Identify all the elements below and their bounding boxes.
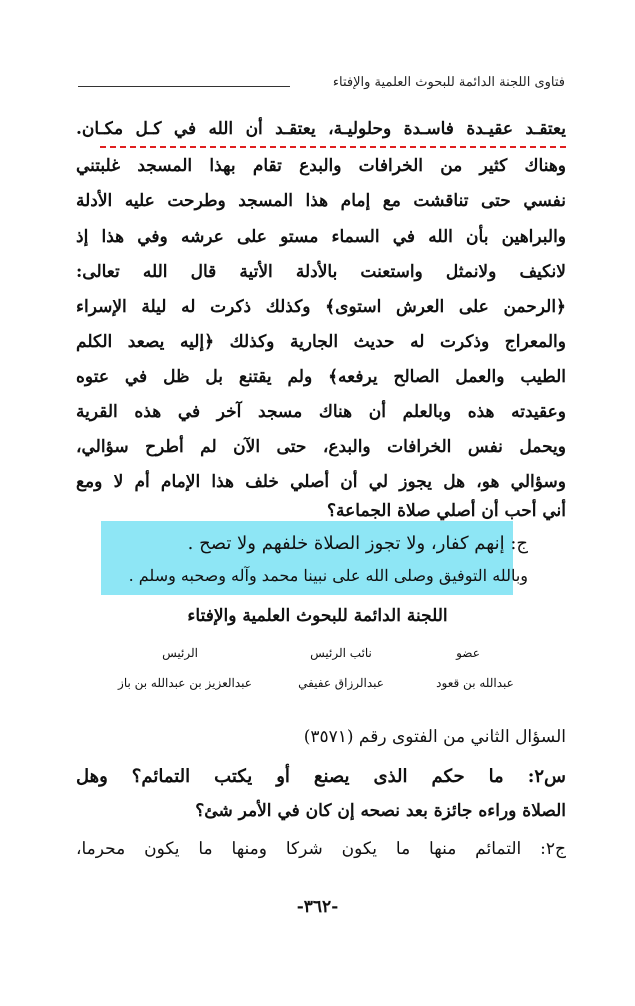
signatory-role: نائب الرئيس [310,646,372,660]
signatory-name: عبدالرزاق عفيفي [298,676,384,690]
question-line: وعقيدته هذه وبالعلم أن هناك مسجد آخر في هذه القرية [76,402,566,422]
question-line: وهناك كثير من الخرافات والبدع تقام بهذا المسجد غلبتني [76,156,566,176]
question-line: نفسي حتى تناقشت مع إمام هذا المسجد وطرحت عليه الأدلة [76,191,566,211]
question-line: وسؤالي هو، هل يجوز لي أن أصلي خلف هذا الإمام أم لا ومع [76,472,566,492]
question-line: ﴿الرحمن على العرش استوى﴾ وكذلك ذكرت له ليلة الإسراء [76,297,566,317]
running-header: فتاوى اللجنة الدائمة للبحوث العلمية والإفتاء [332,75,565,90]
signatory-name: عبدالله بن قعود [436,676,514,690]
question-line: ويحمل نفس الخرافات والبدع، حتى الآن لم أطرح سؤالي، [76,437,566,457]
question-line: والبراهين بأن الله في السماء مستو على عرشه وفي هذا إذ [76,227,566,247]
signatory-name: عبدالعزيز بن عبدالله بن باز [118,676,252,690]
signatory-role: الرئيس [162,646,198,660]
question-line: أني أحب أن أصلي صلاة الجماعة؟ [327,501,566,521]
question-line: يعتقـد عقيـدة فاسـدة وحلوليـة، يعتقـد أن الله في كـل مكـان. [76,119,566,139]
second-answer-line: ج٢: التمائم منها ما يكون شركا ومنها ما يكون محرما، [76,839,566,859]
signatory-role: عضو [456,646,480,660]
answer-line: وبالله التوفيق وصلى الله على نبينا محمد وآله وصحبه وسلم . [128,566,528,585]
page-number: -٣٦٢- [296,897,339,917]
header-rule [78,86,290,87]
answer-line: ج: إنهم كفار، ولا تجوز الصلاة خلفهم ولا تصح . [187,533,528,554]
second-question-line: الصلاة وراءه جائزة بعد نصحه إن كان في الأمر شئ؟ [195,801,566,821]
committee-title: اللجنة الدائمة للبحوث العلمية والإفتاء [187,606,448,626]
question-line: الطيب والعمل الصالح يرفعه﴾ ولم يقتنع بل ظل في عتوه [76,367,566,387]
second-question-heading: السؤال الثاني من الفتوى رقم (٣٥٧١) [303,727,566,747]
question-line: لانكيف ولانمثل واستعنت بالأدلة الأتية قال الله تعالى: [76,262,566,282]
question-line: والمعراج وذكرت له حديث الجارية وكذلك ﴿إليه يصعد الكلم [76,332,566,352]
highlight-underline [100,146,566,148]
second-question-line: س٢: ما حكم الذى يصنع أو يكتب التمائم؟ وهل [76,766,566,787]
